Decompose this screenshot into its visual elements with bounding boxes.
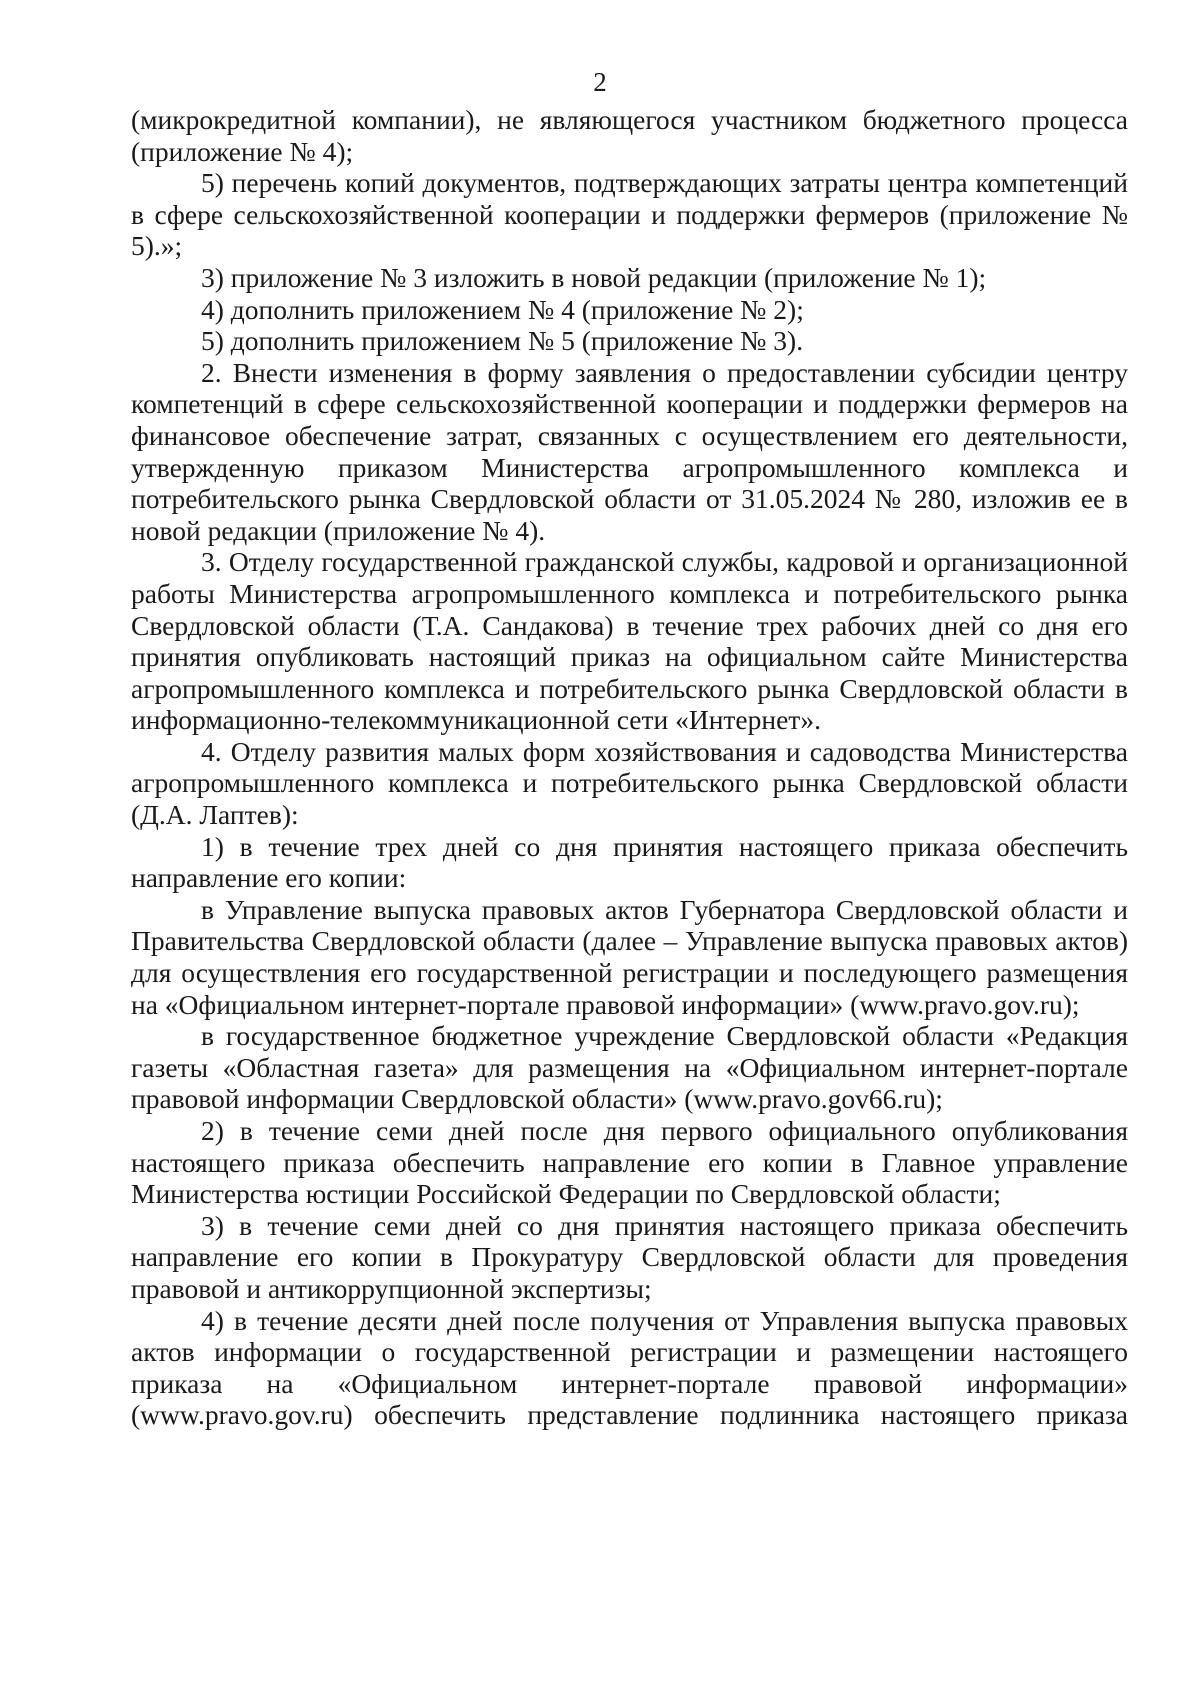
paragraph: 2. Внести изменения в форму заявления о предоставлении субсидии центру компетенций в сфере сельскохозяйственной кооперации и поддержки фермеров на финансовое обеспечение затрат, связанных с осуществлением его деятельности, утвержденную приказом Министерства агропромышленного комплекса и потребительского рынка Свердловской области от 31.05.2024 № 280, изложив ее в новой редакции (приложение № 4). bbox=[131, 356, 1128, 546]
list-item: 1) в течение трех дней со дня принятия настоящего приказа обеспечить направление его копии: bbox=[131, 830, 1128, 894]
paragraph: 4. Отделу развития малых форм хозяйствования и садоводства Министерства агропромышленного комплекса и потребительского рынка Свердловской области (Д.А. Лаптев): bbox=[131, 735, 1128, 831]
paragraph: в Управление выпуска правовых актов Губернатора Свердловской области и Правительства Свердловской области (далее – Управление выпуска правовых актов) для осуществления его государственной регистрации и последующего размещения на «Официальном интернет-портале правовой информации» (www.pravo.gov.ru); bbox=[131, 893, 1128, 1020]
paragraph: 3. Отделу государственной гражданской службы, кадровой и организационной работы Министерства агропромышленного комплекса и потребительского рынка Свердловской области (Т.А. Сандакова) в течение трех рабочих дней со дня его принятия опубликовать настоящий приказ на официальном сайте Министерства агропромышленного комплекса и потребительского рынка Свердловской области в информационно-телекоммуникационной сети «Интернет». bbox=[131, 546, 1128, 736]
list-item: 4) в течение десяти дней после получения от Управления выпуска правовых актов информации о государственной регистрации и размещении настоящего приказа на «Официальном интернет-портале правовой информации» (www.pravo.gov.ru) обеспечить представление подлинника настоящего приказа bbox=[131, 1304, 1128, 1431]
paragraph: в государственное бюджетное учреждение Свердловской области «Редакция газеты «Областная газета» для размещения на «Официальном интернет-портале правовой информации Свердловской области» (www.pravo.gov66.ru); bbox=[131, 1020, 1128, 1115]
list-item: 3) в течение семи дней со дня принятия настоящего приказа обеспечить направление его копии в Прокуратуру Свердловской области для проведения правовой и антикоррупционной экспертизы; bbox=[131, 1209, 1128, 1304]
list-item: 2) в течение семи дней после дня первого официального опубликования настоящего приказа обеспечить направление его копии в Главное управление Министерства юстиции Российской Федерации по Свердловской области; bbox=[131, 1115, 1128, 1210]
list-item: 4) дополнить приложением № 4 (приложение № 2); bbox=[201, 293, 804, 325]
document-body bbox=[131, 104, 1128, 1431]
list-item: 5) дополнить приложением № 5 (приложение № 3). bbox=[201, 325, 804, 357]
list-item: 5) перечень копий документов, подтверждающих затраты центра компетенций в сфере сельскохозяйственной кооперации и поддержки фермеров (приложение № 5).»; bbox=[131, 167, 1128, 262]
paragraph: (микрокредитной компании), не являющегося участником бюджетного процесса (приложение № 4); bbox=[131, 104, 1128, 167]
page-number: 2 bbox=[593, 67, 607, 97]
list-item: 3) приложение № 3 изложить в новой редакции (приложение № 1); bbox=[201, 261, 987, 293]
